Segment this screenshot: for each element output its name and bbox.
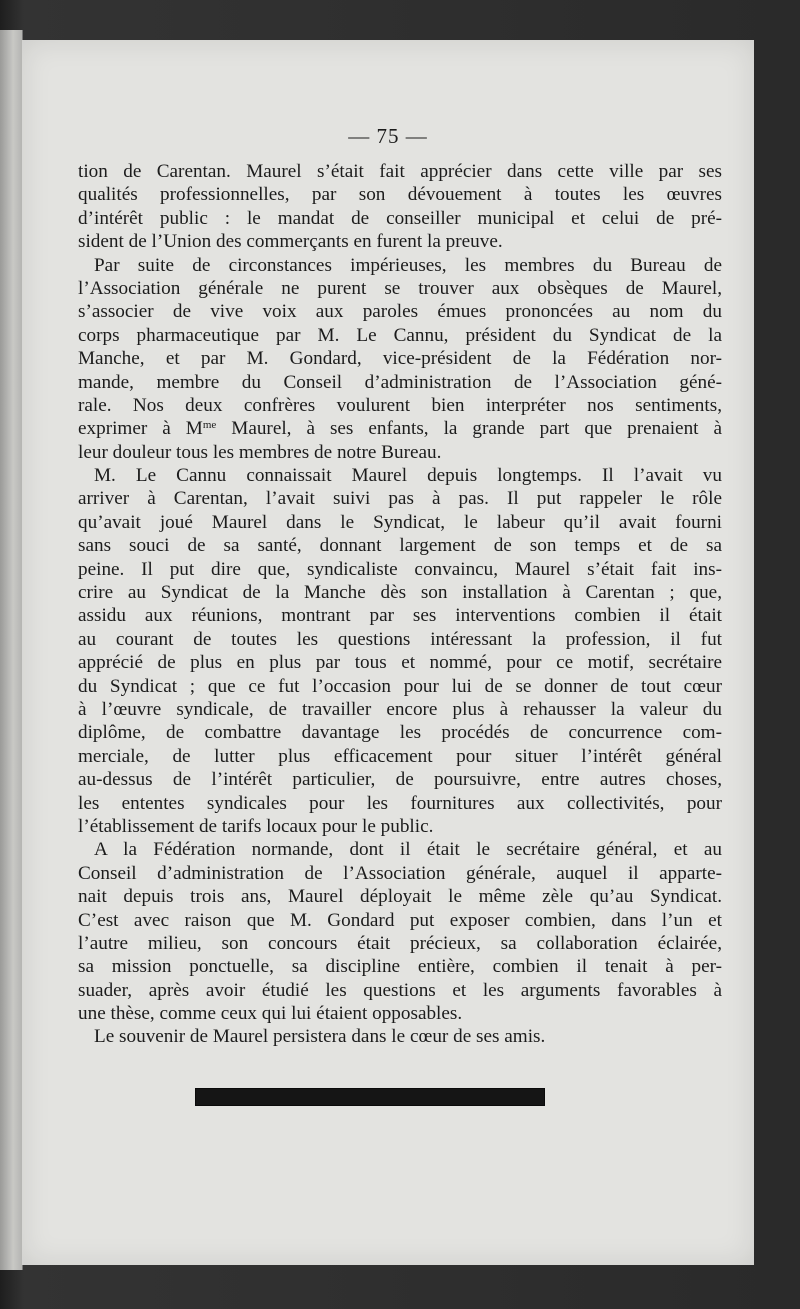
text-line: qualités professionnelles, par son dévouement à toutes les œuvres [78,184,722,206]
text-line: sa mission ponctuelle, sa discipline entière, combien il tenait à per- [78,956,722,978]
text-line: apprécié de plus en plus par tous et nommé, pour ce motif, secrétaire [78,652,722,674]
document-page [22,40,754,1265]
text-line [78,417,722,440]
text-line: au courant de toutes les questions intéressant la profession, il fut [78,628,722,650]
text-line: l’autre milieu, son concours était précieux, sa collaboration éclairée, [78,932,722,954]
text-line: tion de Carentan. Maurel s’était fait apprécier dans cette ville par ses [78,161,722,182]
body-text [78,160,722,1049]
text-line: A la Fédération normande, dont il était le secrétaire général, et au [94,839,722,861]
text-line: leur douleur tous les membres de notre Bureau. [78,441,442,463]
text-line: corps pharmaceutique par M. Le Cannu, président du Syndicat de la [78,324,722,346]
text-line-part: Maurel, à ses enfants, la grande part que prenaient à [216,418,722,440]
text-line: au-dessus de l’intérêt particulier, de poursuivre, entre autres choses, [78,769,722,791]
page-number: — 75 — [348,124,428,148]
text-line: s’associer de vive voix aux paroles émues prononcées au nom du [78,301,722,323]
text-line: Par suite de circonstances impérieuses, les membres du Bureau de [94,254,722,276]
superscript: me [202,419,217,432]
end-rule [195,1088,545,1106]
text-line: C’est avec raison que M. Gondard put exposer combien, dans l’un et [78,909,722,931]
text-line: suader, après avoir étudié les questions et les arguments favorables à [78,979,722,1001]
text-line: arriver à Carentan, l’avait suivi pas à pas. Il put rappeler le rôle [78,488,722,510]
text-line: du Syndicat ; que ce fut l’occasion pour lui de se donner de tout cœur [78,675,722,697]
text-line: sident de l’Union des commerçants en furent la preuve. [78,231,503,253]
text-line: nait depuis trois ans, Maurel déployait le même zèle qu’au Syndicat. [78,886,722,908]
text-line: Manche, et par M. Gondard, vice-président de la Fédération nor- [78,348,722,370]
text-line-part: exprimer à M [78,418,203,440]
text-line: peine. Il put dire que, syndicaliste convaincu, Maurel s’était fait ins- [78,558,722,580]
text-line: sans souci de sa santé, donnant largement de son temps et de sa [78,535,722,557]
text-line: une thèse, comme ceux qui lui étaient opposables. [78,1003,463,1025]
text-line: d’intérêt public : le mandat de conseiller municipal et celui de pré- [78,207,722,229]
text-line: Le souvenir de Maurel persistera dans le cœur de ses amis. [94,1026,546,1048]
text-line: rale. Nos deux confrères voulurent bien interpréter nos sentiments, [78,394,722,416]
text-line: assidu aux réunions, montrant par ses interventions combien il était [78,605,722,627]
facing-page-edge [0,30,23,1270]
text-line: diplôme, de combattre davantage les procédés de concurrence com- [78,722,722,744]
text-line: qu’avait joué Maurel dans le Syndicat, le labeur qu’il avait fourni [78,511,722,533]
text-line: l’Association générale ne purent se trouver aux obsèques de Maurel, [78,277,722,299]
text-line: M. Le Cannu connaissait Maurel depuis longtemps. Il l’avait vu [94,465,722,487]
text-line: l’établissement de tarifs locaux pour le public. [78,815,434,837]
text-line: merciale, de lutter plus efficacement pour situer l’intérêt général [78,745,722,767]
text-line: Conseil d’administration de l’Association générale, auquel il apparte- [78,862,722,884]
text-line: les ententes syndicales pour les fournitures aux collectivités, pour [78,792,722,814]
text-line: crire au Syndicat de la Manche dès son installation à Carentan ; que, [78,582,722,604]
text-line: mande, membre du Conseil d’administration de l’Association géné- [78,371,722,393]
text-line: à l’œuvre syndicale, de travailler encore plus à rehausser la valeur du [78,698,722,720]
